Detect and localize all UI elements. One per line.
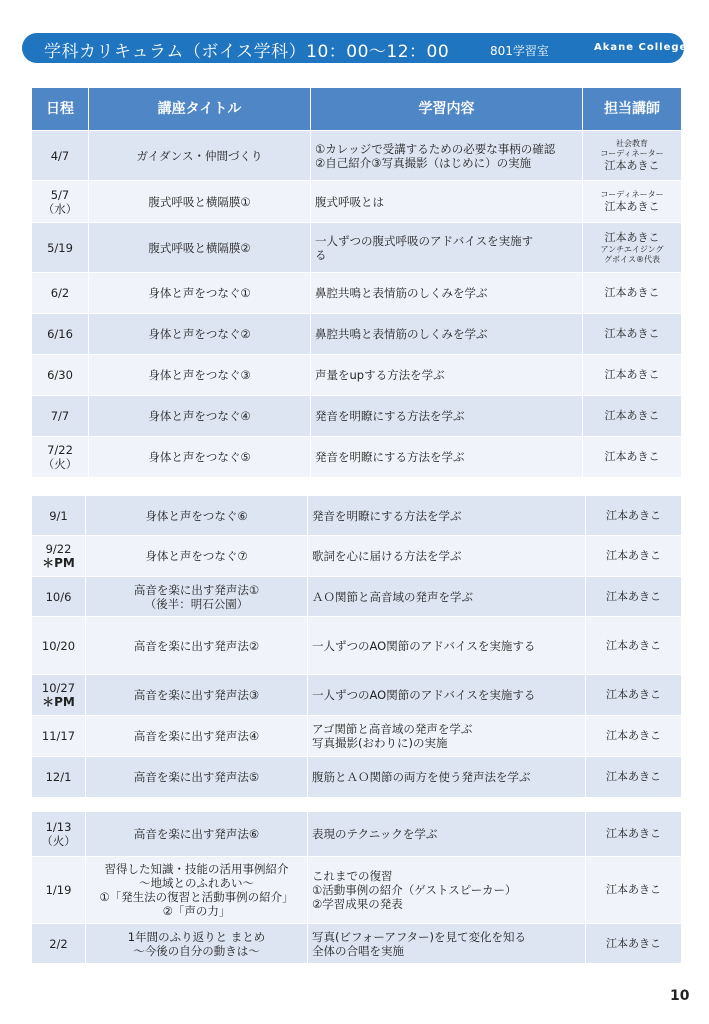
- content-cell: [311, 273, 583, 314]
- date-cell: [32, 577, 86, 617]
- title-cell: [86, 496, 308, 536]
- page-number: 10: [670, 988, 690, 1004]
- curriculum-table-3: [31, 811, 682, 964]
- content-cell: [308, 496, 586, 536]
- cell-line: 高音を楽に出す発声法②: [133, 638, 260, 653]
- cell-line: 江本あきこ: [606, 508, 661, 522]
- title-cell: [89, 396, 311, 437]
- date-cell: [32, 355, 89, 396]
- date-cell: [32, 496, 86, 536]
- cell-line: 発音を明瞭にする方法を学ぶ: [312, 508, 462, 523]
- instructor-cell: [586, 716, 682, 757]
- cell-line: （後半：明石公園）: [144, 596, 249, 611]
- cell-line: 江本あきこ: [604, 230, 660, 244]
- title-cell: [86, 924, 308, 964]
- date-cell: [32, 314, 89, 355]
- cell-line: ＊PM: [42, 556, 75, 570]
- cell-line: アンチエイジング: [600, 244, 664, 254]
- cell-line: 江本あきこ: [606, 549, 661, 562]
- content-cell: [308, 716, 586, 757]
- cell-line: 腹式呼吸と横隔膜②: [148, 240, 251, 255]
- content-cell: [311, 181, 583, 223]
- cell-line: 7/7: [50, 409, 70, 423]
- cell-line: 一人ずつのAO関節のアドバイスを実施する: [312, 638, 536, 653]
- cell-line: コーディネーター: [600, 189, 664, 199]
- instructor-cell: [583, 396, 682, 437]
- title-cell: [86, 857, 308, 924]
- instructor-cell: [586, 536, 682, 577]
- date-cell: [32, 273, 89, 314]
- table-row: [32, 757, 682, 798]
- instructor-cell: [583, 314, 682, 355]
- room-label: 801学習室: [490, 44, 549, 58]
- date-cell: [32, 536, 86, 577]
- cell-line: 〜今後の自分の動きは〜: [133, 943, 260, 958]
- cell-line: 一人ずつのAO関節のアドバイスを実施する: [312, 688, 536, 702]
- cell-line: 6/2: [50, 286, 70, 300]
- title-cell: [86, 757, 308, 798]
- cell-line: 身体と声をつなぐ⑦: [145, 549, 248, 563]
- content-cell: [311, 437, 583, 478]
- cell-line: 腹式呼吸とは: [315, 194, 384, 209]
- table-row: [32, 273, 682, 314]
- content-cell: [308, 675, 586, 716]
- cell-line: 11/17: [41, 729, 76, 743]
- date-cell: [32, 757, 86, 798]
- instructor-cell: [586, 617, 682, 675]
- date-cell: [32, 617, 86, 675]
- title-cell: [86, 617, 308, 675]
- table-row: [32, 536, 682, 577]
- content-cell: [308, 857, 586, 924]
- cell-line: 江本あきこ: [604, 450, 660, 463]
- content-cell: [308, 812, 586, 857]
- cell-line: 一人ずつの腹式呼吸のアドバイスを実施す: [315, 233, 534, 248]
- cell-line: 1/13: [45, 820, 72, 834]
- instructor-cell: [586, 496, 682, 536]
- content-cell: [308, 924, 586, 964]
- cell-line: 1/19: [45, 883, 72, 897]
- curriculum-table-1: [31, 87, 682, 478]
- cell-line: 江本あきこ: [606, 770, 661, 783]
- cell-line: 江本あきこ: [606, 729, 661, 742]
- instructor-cell: [586, 577, 682, 617]
- table-row: [32, 675, 682, 716]
- table-row: [32, 396, 682, 437]
- cell-line: ①活動事例の紹介（ゲストスピーカー）: [312, 883, 517, 897]
- cell-line: 身体と声をつなぐ③: [148, 368, 251, 382]
- cell-line: 発音を明瞭にする方法を学ぶ: [315, 450, 465, 464]
- instructor-cell: [586, 757, 682, 798]
- cell-line: 10/6: [45, 589, 72, 604]
- cell-line: 江本あきこ: [606, 883, 661, 896]
- cell-line: 高音を楽に出す発声法⑥: [133, 827, 260, 841]
- table-row: [32, 617, 682, 675]
- college-name: Akane College: [594, 42, 688, 53]
- table-row: [32, 314, 682, 355]
- table-row: [32, 812, 682, 857]
- instructor-cell: [583, 181, 682, 223]
- cell-line: （水）: [42, 201, 78, 216]
- cell-line: 4/7: [50, 148, 70, 163]
- table-header-row: [32, 88, 682, 131]
- title-cell: [86, 812, 308, 857]
- cell-line: コーディネーター: [600, 148, 664, 158]
- curriculum-table-2: [31, 495, 682, 798]
- title-cell: [89, 131, 311, 181]
- cell-line: 9/22: [45, 542, 72, 556]
- cell-line: 鼻腔共鳴と表情筋のしくみを学ぶ: [315, 327, 488, 341]
- cell-line: 10/27: [41, 681, 76, 695]
- date-cell: [32, 181, 89, 223]
- title-cell: [89, 273, 311, 314]
- cell-line: 鼻腔共鳴と表情筋のしくみを学ぶ: [315, 286, 488, 300]
- title-cell: [89, 355, 311, 396]
- cell-line: 6/30: [47, 368, 73, 382]
- column-header-date: 日程: [32, 88, 89, 131]
- date-cell: [32, 812, 86, 857]
- cell-line: 高音を楽に出す発声法⑤: [133, 770, 260, 784]
- cell-line: 江本あきこ: [606, 638, 661, 652]
- table-row: [32, 924, 682, 964]
- cell-line: これまでの復習: [312, 869, 393, 883]
- title-cell: [86, 675, 308, 716]
- cell-line: ①「発生法の復習と活動事例の紹介」: [99, 890, 294, 904]
- title-banner: [22, 33, 688, 63]
- table-row: [32, 181, 682, 223]
- instructor-cell: [583, 355, 682, 396]
- content-cell: [311, 355, 583, 396]
- table-row: [32, 223, 682, 273]
- cell-line: 9/1: [49, 508, 68, 523]
- title-cell: [89, 223, 311, 273]
- table-row: [32, 716, 682, 757]
- cell-line: 10/20: [41, 638, 76, 653]
- cell-line: 腹筋とＡＯ関節の両方を使う発声法を学ぶ: [312, 770, 531, 784]
- cell-line: 全体の合唱を実施: [312, 943, 404, 958]
- cell-line: 習得した知識・技能の活用事例紹介: [104, 862, 289, 876]
- cell-line: 江本あきこ: [604, 409, 660, 422]
- cell-line: ②学習成果の発表: [312, 897, 403, 911]
- cell-line: アゴ関節と高音域の発声を学ぶ: [312, 722, 473, 736]
- instructor-cell: [586, 812, 682, 857]
- instructor-cell: [583, 437, 682, 478]
- cell-line: 写真(ビフォーアフター)を見て変化を知る: [312, 929, 527, 944]
- cell-line: （火）: [41, 834, 76, 848]
- title-cell: [89, 314, 311, 355]
- content-cell: [308, 617, 586, 675]
- cell-line: 身体と声をつなぐ④: [148, 409, 251, 423]
- cell-line: 1年間のふり返りと まとめ: [127, 929, 266, 944]
- column-header-title: 講座タイトル: [89, 88, 311, 131]
- cell-line: 高音を楽に出す発声法④: [133, 729, 260, 743]
- cell-line: 身体と声をつなぐ②: [148, 327, 251, 341]
- table-row: [32, 857, 682, 924]
- cell-line: ①カレッジで受講するための必要な事柄の確認: [315, 141, 556, 156]
- cell-line: 発音を明瞭にする方法を学ぶ: [315, 409, 465, 423]
- cell-line: ＡＯ関節と高音域の発声を学ぶ: [312, 589, 473, 604]
- table-row: [32, 437, 682, 478]
- cell-line: 江本あきこ: [606, 589, 661, 603]
- cell-line: ガイダンス・仲間づくり: [136, 148, 263, 163]
- date-cell: [32, 131, 89, 181]
- cell-line: 社会教育: [616, 138, 648, 148]
- cell-line: 5/19: [47, 240, 73, 255]
- cell-line: 7/22: [47, 443, 73, 457]
- table-row: [32, 355, 682, 396]
- cell-line: 6/16: [47, 327, 73, 341]
- cell-line: 江本あきこ: [604, 158, 660, 172]
- date-cell: [32, 857, 86, 924]
- title-cell: [89, 437, 311, 478]
- table-row: [32, 131, 682, 181]
- cell-line: 身体と声をつなぐ⑤: [148, 450, 251, 464]
- content-cell: [308, 536, 586, 577]
- cell-line: 江本あきこ: [606, 688, 661, 701]
- page-title: 学科カリキュラム（ボイス学科）10：00〜12：00: [44, 42, 450, 62]
- cell-line: 江本あきこ: [604, 286, 660, 299]
- cell-line: 12/1: [45, 770, 72, 784]
- cell-line: 腹式呼吸と横隔膜①: [148, 194, 251, 209]
- instructor-cell: [583, 223, 682, 273]
- cell-line: ②「声の力」: [162, 904, 231, 918]
- table-row: [32, 496, 682, 536]
- cell-line: 2/2: [49, 936, 68, 951]
- date-cell: [32, 437, 89, 478]
- cell-line: ②自己紹介③写真撮影（はじめに）の実施: [315, 155, 532, 170]
- cell-line: る: [315, 247, 327, 262]
- date-cell: [32, 675, 86, 716]
- instructor-cell: [583, 273, 682, 314]
- date-cell: [32, 396, 89, 437]
- instructor-cell: [586, 857, 682, 924]
- cell-line: 写真撮影(おわりに)の実施: [312, 736, 448, 750]
- cell-line: 江本あきこ: [606, 827, 661, 840]
- cell-line: 江本あきこ: [604, 199, 660, 213]
- instructor-cell: [586, 675, 682, 716]
- cell-line: 歌詞を心に届ける方法を学ぶ: [312, 549, 462, 563]
- cell-line: 高音を楽に出す発声法③: [133, 688, 260, 702]
- cell-line: 江本あきこ: [606, 936, 661, 950]
- cell-line: 高音を楽に出す発声法①: [133, 582, 260, 597]
- column-header-instructor: 担当講師: [583, 88, 682, 131]
- title-cell: [89, 181, 311, 223]
- content-cell: [308, 757, 586, 798]
- content-cell: [311, 131, 583, 181]
- column-header-content: 学習内容: [311, 88, 583, 131]
- title-cell: [86, 577, 308, 617]
- title-cell: [86, 536, 308, 577]
- cell-line: 身体と声をつなぐ⑥: [145, 508, 248, 523]
- cell-line: 5/7: [50, 187, 70, 202]
- instructor-cell: [586, 924, 682, 964]
- cell-line: グボイス®代表: [604, 254, 660, 264]
- cell-line: 江本あきこ: [604, 327, 660, 340]
- content-cell: [308, 577, 586, 617]
- cell-line: 表現のテクニックを学ぶ: [312, 827, 438, 841]
- cell-line: ＊PM: [42, 695, 75, 709]
- table-row: [32, 577, 682, 617]
- date-cell: [32, 223, 89, 273]
- title-cell: [86, 716, 308, 757]
- cell-line: 〜地域とのふれあい〜: [139, 876, 254, 890]
- date-cell: [32, 716, 86, 757]
- content-cell: [311, 396, 583, 437]
- instructor-cell: [583, 131, 682, 181]
- content-cell: [311, 314, 583, 355]
- cell-line: 江本あきこ: [604, 368, 660, 381]
- cell-line: 身体と声をつなぐ①: [148, 286, 251, 300]
- date-cell: [32, 924, 86, 964]
- content-cell: [311, 223, 583, 273]
- cell-line: （火）: [42, 457, 78, 471]
- cell-line: 声量をupする方法を学ぶ: [315, 368, 445, 382]
